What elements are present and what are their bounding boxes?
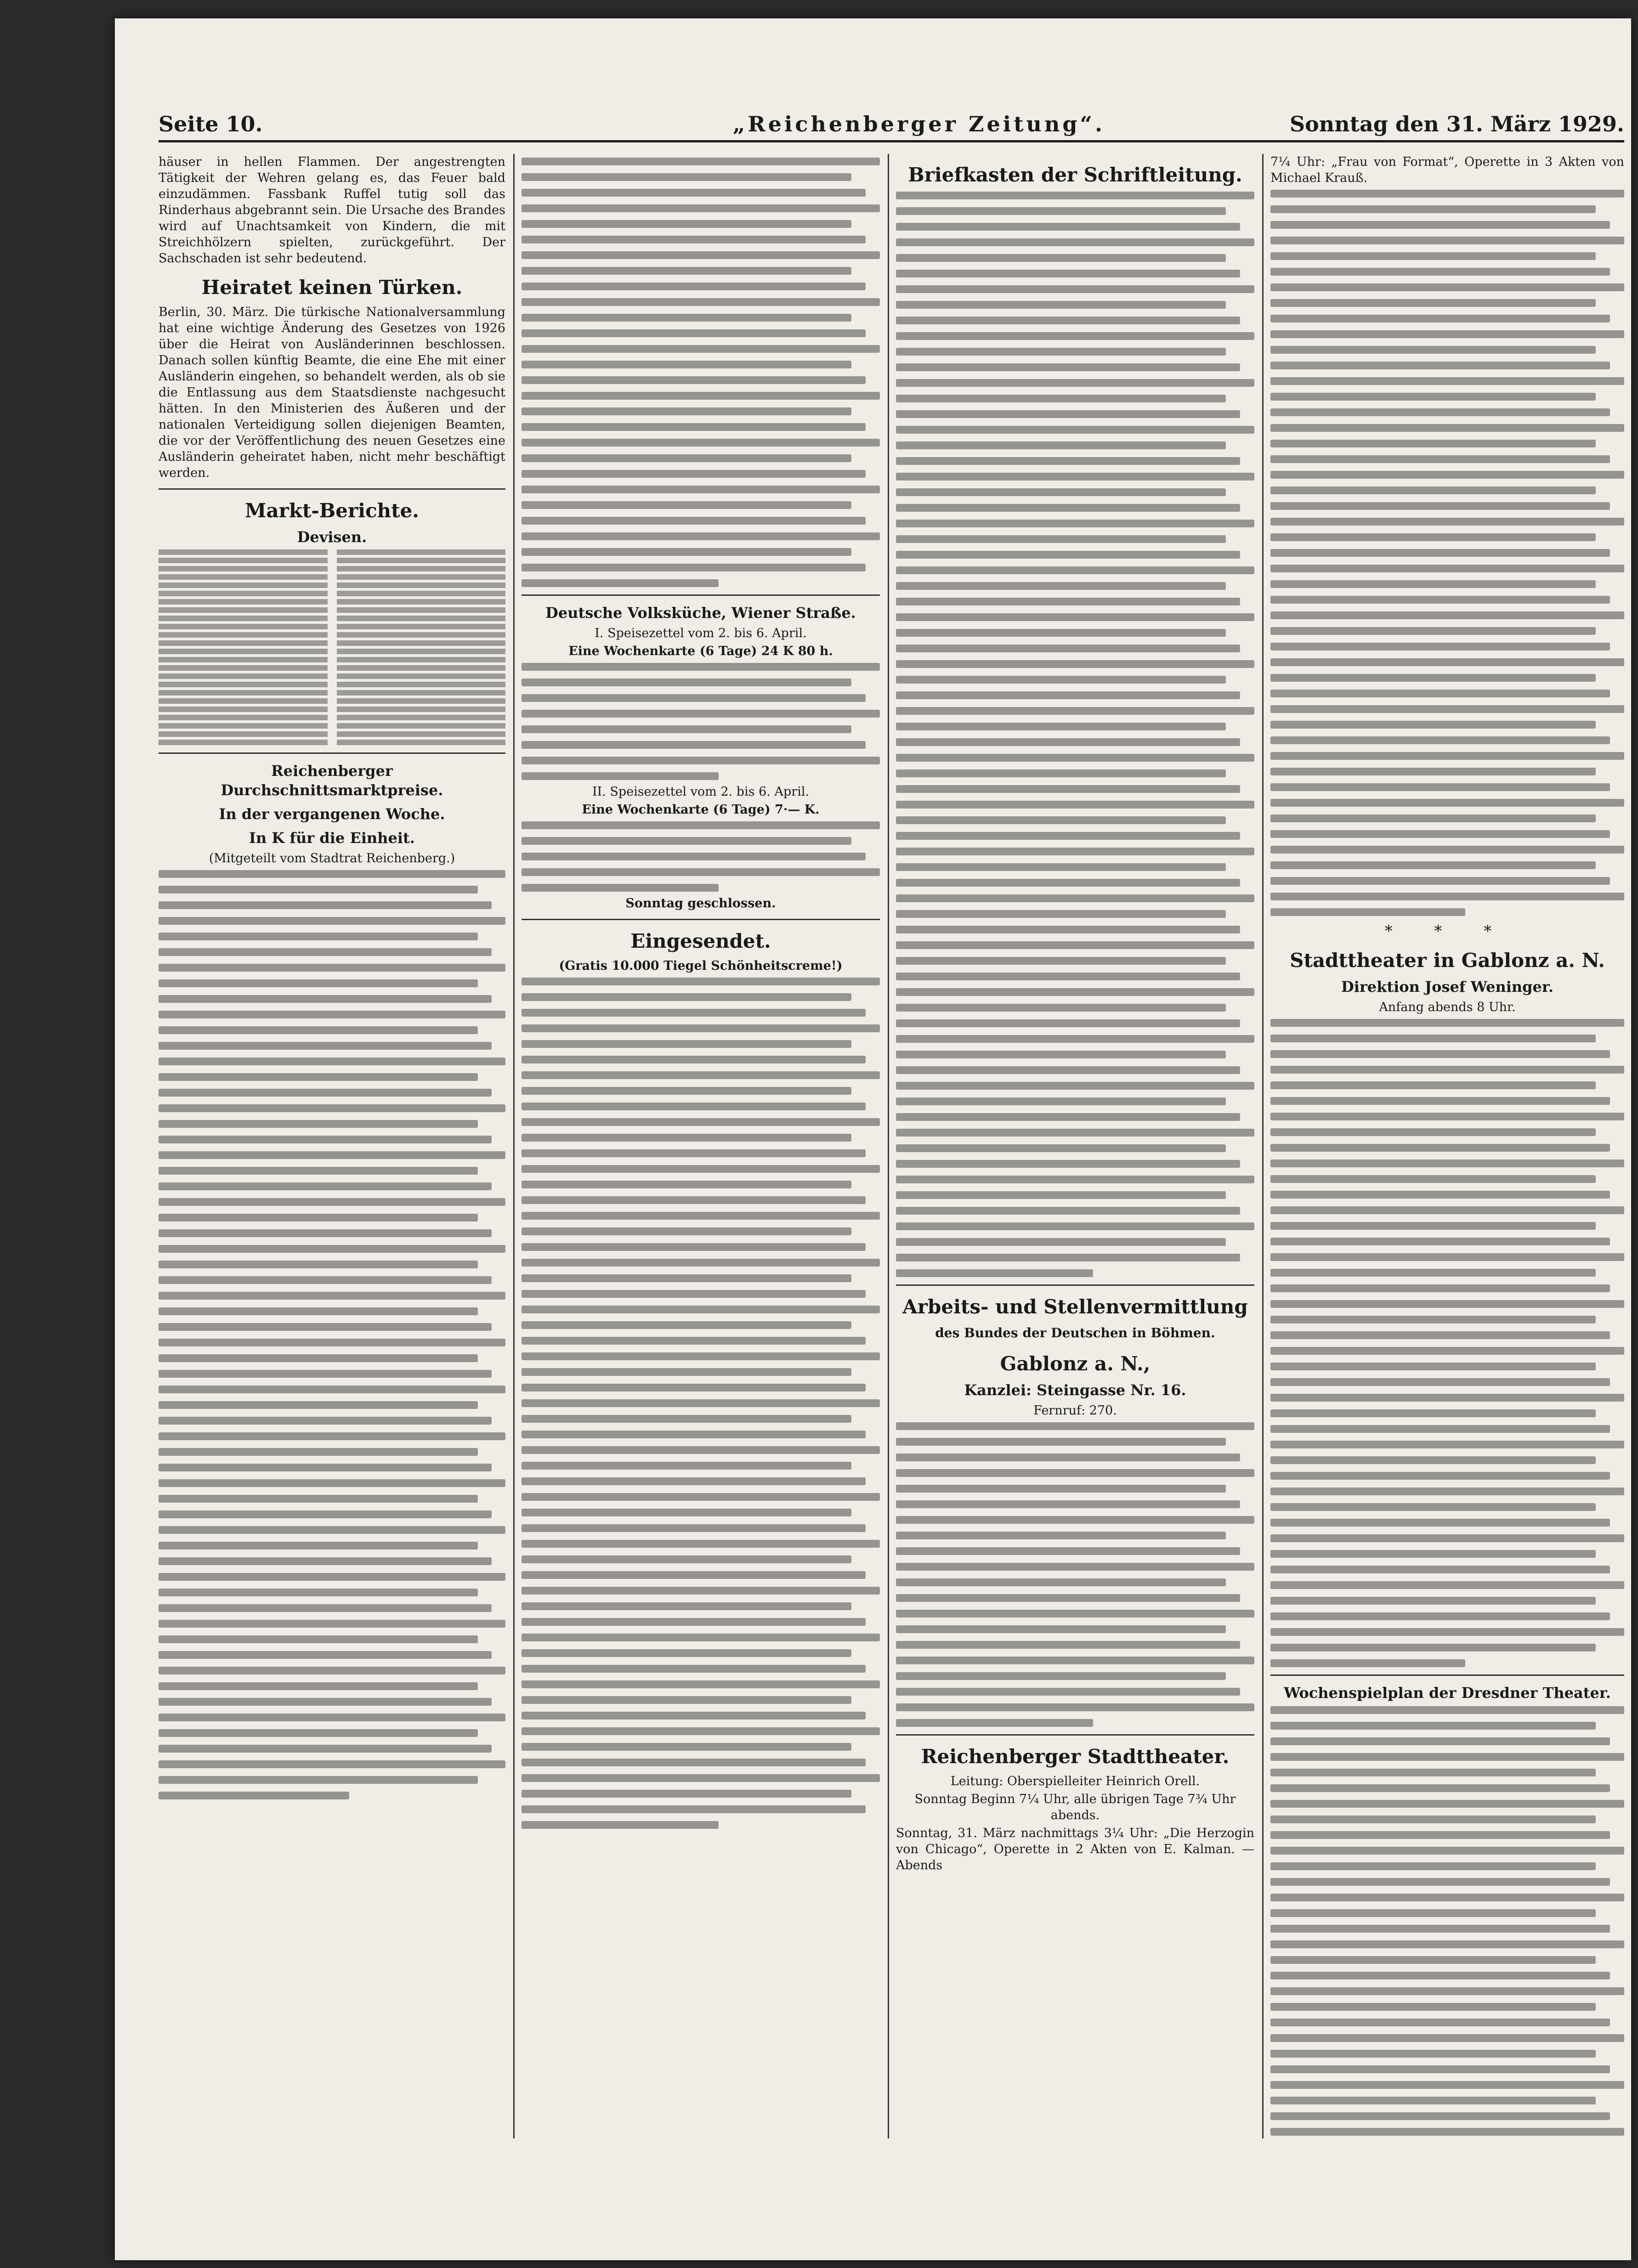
currency-table — [159, 549, 505, 580]
market-prices-continued — [521, 158, 880, 587]
theater-first-entry: Sonntag, 31. März nachmittags 3¼ Uhr: „Die Herzogin von Chicago“, Operette in 2 Akten von E. Kalman. — Abends — [896, 1826, 1254, 1872]
menu-2-heading: II. Speisezettel vom 2. bis 6. April. — [592, 785, 810, 799]
column-3 — [896, 154, 1254, 2143]
market-prices-text — [159, 870, 505, 1799]
soup-kitchen-headline: Deutsche Volksküche, Wiener Straße. — [545, 604, 856, 622]
submitted-headline: Eingesendet. — [630, 930, 771, 952]
page-header — [159, 108, 1624, 142]
section-divider — [1270, 1674, 1624, 1676]
menu-1-weekly-price: Eine Wochenkarte (6 Tage) 24 K 80 h. — [568, 644, 833, 658]
market-prices-headline: Reichenberger Durchschnittsmarktpreise. — [221, 762, 443, 799]
employment-phone: Fernruf: 270. — [1033, 1403, 1117, 1418]
column-rule — [888, 154, 889, 2138]
market-prices-source: (Mitgeteilt vom Stadtrat Reichenberg.) — [209, 851, 455, 865]
section-ornament: * * * — [1384, 922, 1510, 940]
section-divider — [521, 919, 880, 920]
section-divider — [896, 1734, 1254, 1736]
employment-listings — [896, 1422, 1254, 1727]
currency-table-2 — [159, 583, 505, 745]
theater-program-continued: 7¼ Uhr: „Frau von Format“, Operette in 3 Akten von Michael Krauß. — [1270, 155, 1624, 185]
employment-subheading: des Bundes der Deutschen in Böhmen. — [935, 1325, 1215, 1340]
letters-headline: Briefkasten der Schriftleitung. — [908, 164, 1242, 186]
submitted-notices — [521, 978, 880, 1829]
menu-1-heading: I. Speisezettel vom 2. bis 6. April. — [595, 626, 807, 640]
issue-date: Sonntag den 31. März 1929. — [1289, 112, 1624, 136]
theater-start-times: Sonntag Beginn 7¼ Uhr, alle übrigen Tage 7¾ Uhr abends. — [914, 1792, 1236, 1822]
menu-2-items — [521, 821, 880, 892]
section-divider — [896, 1284, 1254, 1286]
theater-management: Leitung: Oberspielleiter Heinrich Orell. — [950, 1774, 1200, 1788]
column-4 — [1270, 154, 1624, 2143]
gablonz-theater-program — [1270, 1019, 1624, 1667]
menu-2-weekly-price: Eine Wochenkarte (6 Tage) 7·— K. — [582, 803, 820, 817]
newspaper-page — [115, 18, 1631, 2260]
market-prices-subheading: In der vergangenen Woche. — [219, 805, 445, 823]
column-rule — [513, 154, 515, 2138]
sunday-closed-note: Sonntag geschlossen. — [625, 896, 776, 911]
section-divider — [159, 752, 505, 754]
employment-city: Gablonz a. N., — [1000, 1352, 1151, 1375]
article-body: Berlin, 30. März. Die türkische Nationalversammlung hat eine wichtige Änderung des Gesetzes von 1926 über die Heirat von Ausländerinnen beschlossen. Danach sollen künftig Beamte, die eine Ehe mit einer Ausländerin eingehen, so behandelt werden, als ob sie die Entlassung aus dem Staatsdienste nachgesucht hätten. In den Ministerien des Äußeren und der nationalen Verteidigung sollen diejenigen Beamten, die vor der Veröffentlichung des neuen Gesetzes eine Ausländerin geheiratet haben, nicht mehr beschäftigt werden. — [159, 305, 505, 480]
column-rule — [1262, 154, 1264, 2138]
submitted-lead: (Gratis 10.000 Tiegel Schönheitscreme!) — [559, 959, 843, 973]
newspaper-title: „Reichenberger Zeitung“. — [733, 112, 1105, 136]
menu-1-items — [521, 663, 880, 780]
currency-headline: Devisen. — [297, 528, 367, 546]
gablonz-theater-director: Direktion Josef Weninger. — [1341, 978, 1553, 995]
letters-text — [896, 192, 1254, 1277]
section-divider — [159, 488, 505, 490]
column-1 — [159, 154, 505, 2143]
market-reports-headline: Markt-Berichte. — [245, 499, 419, 522]
dresden-theater-headline: Wochenspielplan der Dresdner Theater. — [1284, 1684, 1611, 1702]
employment-office: Kanzlei: Steingasse Nr. 16. — [964, 1381, 1186, 1399]
article-headline: Heiratet keinen Türken. — [201, 276, 463, 299]
theater-headline: Reichenberger Stadttheater. — [921, 1745, 1230, 1768]
column-2 — [521, 154, 880, 2143]
market-prices-unit: In K für die Einheit. — [249, 829, 415, 847]
section-divider — [521, 594, 880, 596]
gablonz-theater-headline: Stadttheater in Gablonz a. N. — [1290, 949, 1605, 972]
dresden-theater-program — [1270, 1706, 1624, 2143]
employment-headline: Arbeits- und Stellenvermittlung — [902, 1295, 1248, 1318]
gablonz-theater-time: Anfang abends 8 Uhr. — [1379, 1000, 1516, 1014]
theater-program-text — [1270, 190, 1624, 916]
article-continuation: häuser in hellen Flammen. Der angestrengten Tätigkeit der Wehren gelang es, das Feuer bald einzudämmen. Fassbank Ruffel tutig soll das Rinderhaus abgebrannt sein. Die Ursache des Brandes wird auf Unachtsamkeit von Kindern, die mit Streichhölzern spielten, zurückgeführt. Der Sachschaden ist sehr bedeutend. — [159, 155, 505, 266]
page-number: Seite 10. — [159, 112, 263, 136]
